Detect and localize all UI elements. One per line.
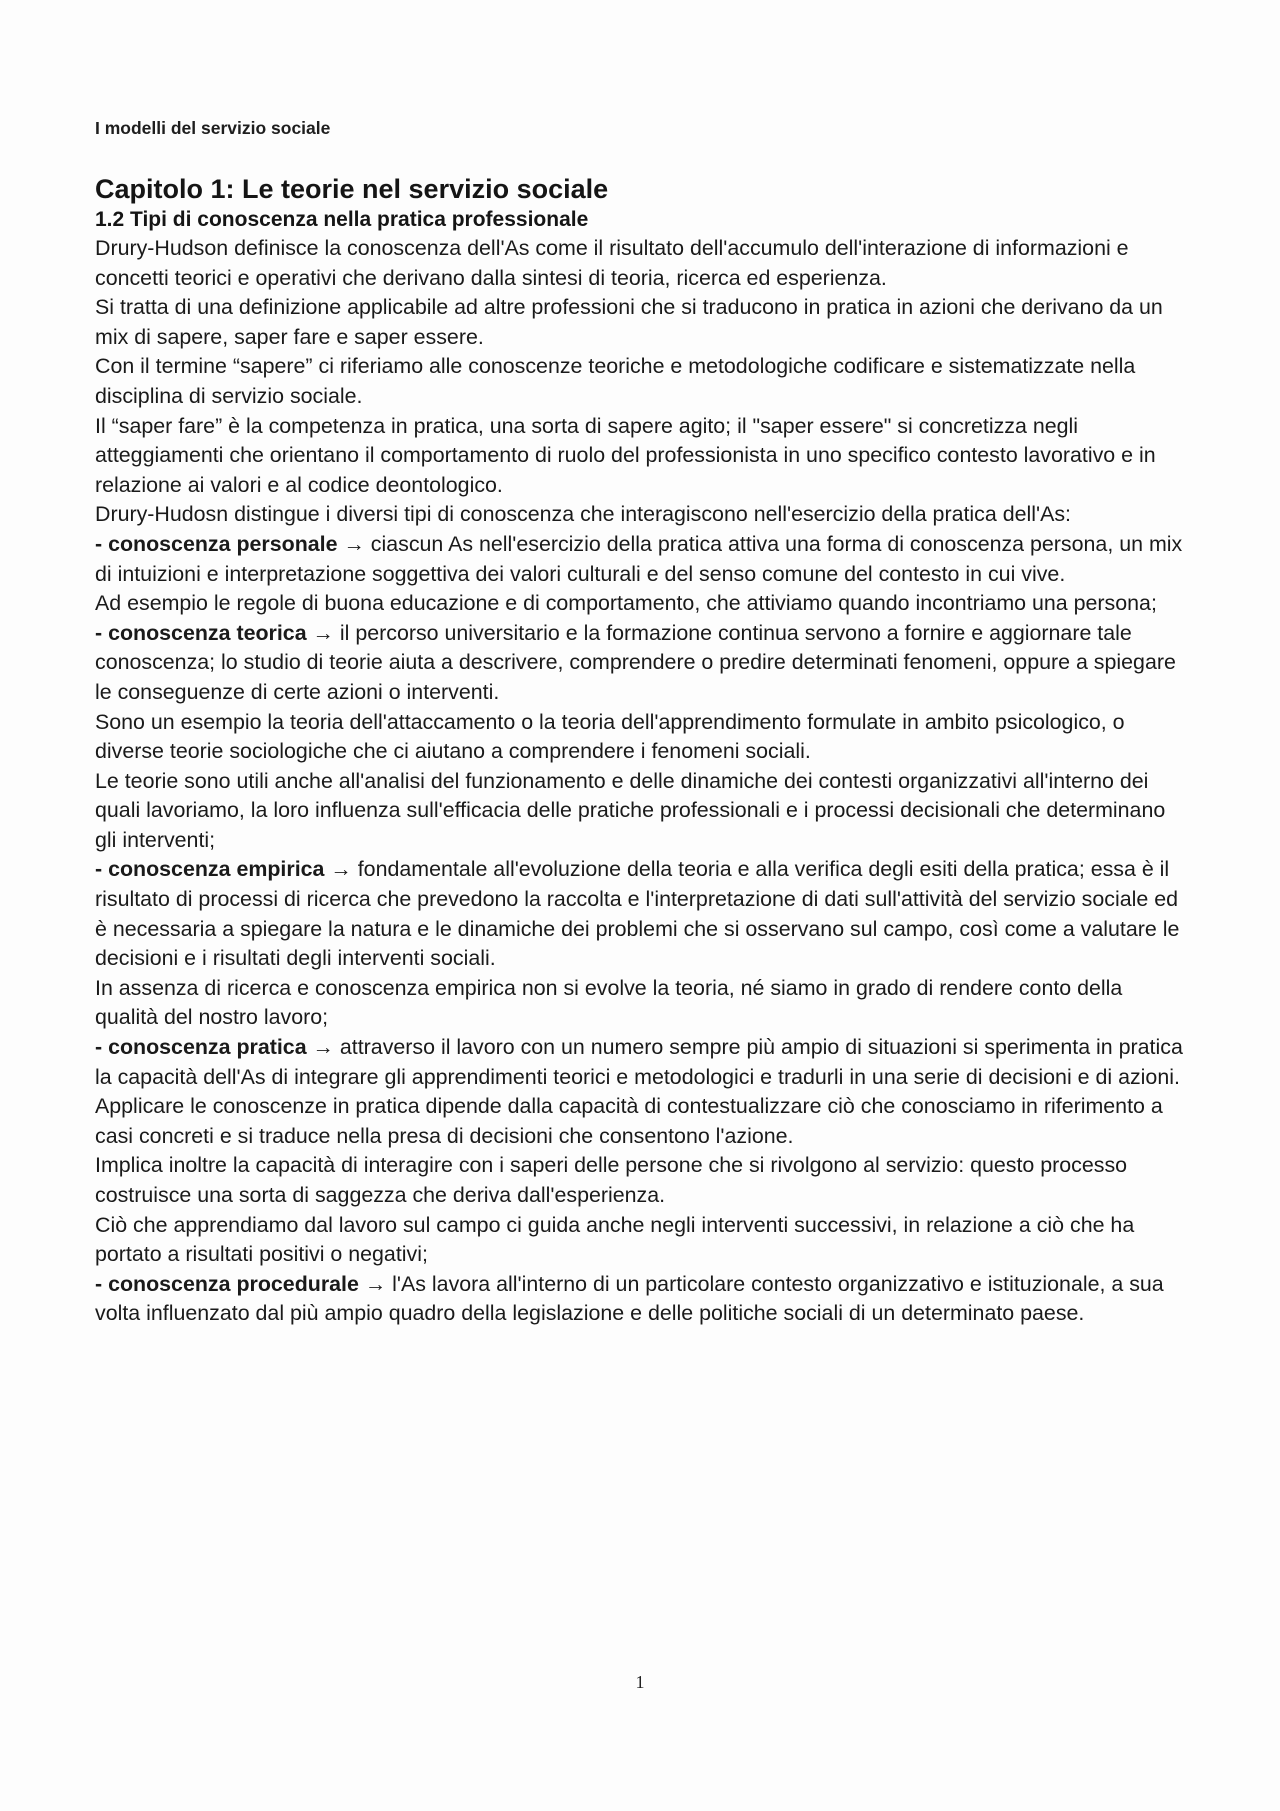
paragraph-text: Le teorie sono utili anche all'analisi del funzionamento e delle dinamiche dei contesti organizzativi all'interno dei quali lavoriamo, la loro influenza sull'efficacia delle pratiche professionali e i processi decisionali che determinano gli interventi; <box>95 768 1166 852</box>
paragraph-text: → fondamentale all'evoluzione della teoria e alla verifica degli esiti della pratica; essa è il risultato di processi di ricerca che prevedono la raccolta e l'interpretazione di dati sull'attività del servizio sociale ed è necessaria a spiegare la natura e le dinamiche dei problemi che si osservano sul campo, così come a valutare le decisioni e i risultati degli interventi sociali. <box>95 857 1180 971</box>
paragraph-text: Drury-Hudson definisce la conoscenza dell'As come il risultato dell'accumulo dell'interazione di informazioni e concetti teorici e operativi che derivano dalla sintesi di teoria, ricerca ed esperienza. <box>95 236 1129 290</box>
paragraph-text: → il percorso universitario e la formazione continua servono a fornire e aggiornare tale conoscenza; lo studio di teorie aiuta a descrivere, comprendere o predire determinati fenomeni, oppure a spiegare le conseguenze di certe azioni o interventi. <box>95 620 1176 704</box>
paragraph <box>95 589 1185 619</box>
page-content <box>95 172 1185 1329</box>
paragraph-text: Sono un esempio la teoria dell'attaccamento o la teoria dell'apprendimento formulate in ambito psicologico, o diverse teorie sociologiche che ci aiutano a comprendere i fenomeni sociali. <box>95 709 1125 764</box>
knowledge-type-term: - conoscenza teorica <box>95 620 307 645</box>
knowledge-type-term: - conoscenza empirica <box>95 857 325 882</box>
paragraph-text: Ad esempio le regole di buona educazione e di comportamento, che attiviamo quando incontriamo una persona; <box>95 591 1157 616</box>
paragraph <box>95 293 1185 352</box>
paragraph <box>95 1211 1185 1270</box>
section-title: 1.2 Tipi di conoscenza nella pratica professionale <box>95 208 589 231</box>
body-text <box>95 234 1185 1329</box>
paragraph <box>95 530 1185 589</box>
paragraph-text: → l'As lavora all'interno di un particolare contesto organizzativo e istituzionale, a sua volta influenzato dal più ampio quadro della legislazione e delle politiche sociali di un determinato paese. <box>95 1271 1164 1326</box>
paragraph <box>95 352 1185 411</box>
paragraph <box>95 855 1185 973</box>
paragraph-text: Applicare le conoscenze in pratica dipende dalla capacità di contestualizzare ciò che conosciamo in riferimento a casi concreti e si traduce nella presa di decisioni che consentono l'azione. <box>95 1094 1163 1148</box>
paragraph-text: Si tratta di una definizione applicabile ad altre professioni che si traducono in pratica in azioni che derivano da un mix di sapere, saper fare e saper essere. <box>95 295 1163 349</box>
knowledge-type-term: - conoscenza pratica <box>95 1035 307 1060</box>
paragraph <box>95 708 1185 767</box>
paragraph-text: Ciò che apprendiamo dal lavoro sul campo ci guida anche negli interventi successivi, in relazione a ciò che ha portato a risultati positivi o negativi; <box>95 1212 1135 1267</box>
paragraph <box>95 234 1185 293</box>
page-number: 1 <box>635 1672 645 1692</box>
knowledge-type-term: - conoscenza personale <box>95 531 338 556</box>
paragraph <box>95 1092 1185 1151</box>
paragraph <box>95 1270 1185 1329</box>
paragraph-text: Il “saper fare” è la competenza in pratica, una sorta di sapere agito; il "saper essere" si concretizza negli atteggiamenti che orientano il comportamento di ruolo del professionista in uno specifico contesto lavorativo e in relazione ai valori e al codice deontologico. <box>95 413 1156 497</box>
paragraph <box>95 1151 1185 1210</box>
paragraph <box>95 500 1185 530</box>
paragraph <box>95 974 1185 1033</box>
knowledge-type-term: - conoscenza procedurale <box>95 1271 359 1296</box>
paragraph-text: Drury-Hudosn distingue i diversi tipi di conoscenza che interagiscono nell'esercizio della pratica dell'As: <box>95 502 1071 527</box>
chapter-title: Capitolo 1: Le teorie nel servizio sociale <box>95 174 609 204</box>
paragraph <box>95 619 1185 708</box>
paragraph-text: Con il termine “sapere” ci riferiamo alle conoscenze teoriche e metodologiche codificare e sistematizzate nella disciplina di servizio sociale. <box>95 354 1136 408</box>
paragraph-text: In assenza di ricerca e conoscenza empirica non si evolve la teoria, né siamo in grado di rendere conto della qualità del nostro lavoro; <box>95 975 1123 1030</box>
paragraph-text: → attraverso il lavoro con un numero sempre più ampio di situazioni si sperimenta in pratica la capacità dell'As di integrare gli apprendimenti teorici e metodologici e tradurli in una serie di decisioni e di azioni. <box>95 1035 1183 1089</box>
paragraph <box>95 767 1185 856</box>
running-title: I modelli del servizio sociale <box>95 118 331 138</box>
paragraph-text: → ciascun As nell'esercizio della pratica attiva una forma di conoscenza persona, un mix di intuizioni e interpretazione soggettiva dei valori culturali e del senso comune del contesto in cui vive. <box>95 531 1183 586</box>
paragraph <box>95 1033 1185 1092</box>
paragraph-text: Implica inoltre la capacità di interagire con i saperi delle persone che si rivolgono al servizio: questo processo costruisce una sorta di saggezza che deriva dall'esperienza. <box>95 1153 1128 1207</box>
paragraph <box>95 412 1185 501</box>
